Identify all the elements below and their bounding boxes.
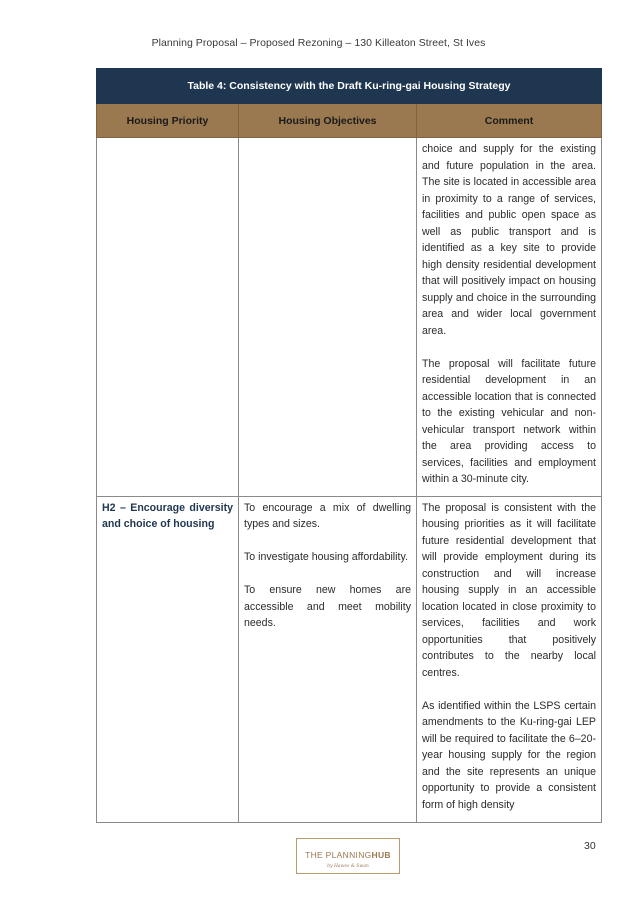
column-header-housing-priority: Housing Priority [97,104,239,138]
comment-cell [417,496,602,822]
housing-priority-cell: H2 – Encourage diversity and choice of housing [97,496,239,822]
housing-priority-cell [97,138,239,497]
column-header-comment: Comment [417,104,602,138]
logo-text-bold: HUB [371,850,391,860]
planning-hub-logo [296,838,400,874]
table-title: Table 4: Consistency with the Draft Ku-ring-gai Housing Strategy [97,69,602,104]
logo-text-light: THE PLANNING [305,850,372,860]
table-row [97,496,602,822]
logo-wordmark [296,850,400,860]
page-header: Planning Proposal – Proposed Rezoning – 130 Killeaton Street, St Ives [151,37,486,49]
comment-paragraph: The proposal will facilitate future residential development in an accessible location that is connected to the existing vehicular and non-vehicular transport network within the area providing access to services, facilities and employment within a 30-minute city. [422,357,596,485]
comment-paragraph: As identified within the LSPS certain amendments to the Ku-ring-gai LEP will be required to facilitate the 6–20-year housing supply for the region and the site represents an unique opportunity to provide a consistent form of high density [422,699,596,811]
comment-cell [417,138,602,497]
consistency-table [96,68,602,823]
page-number: 30 [584,840,596,852]
logo-tagline: by Hawes & Swan [327,864,369,869]
objective-paragraph: To ensure new homes are accessible and meet mobility needs. [244,584,411,629]
objective-paragraph: To investigate housing affordability. [244,551,408,563]
table-row [97,138,602,497]
comment-paragraph: The proposal is consistent with the housing priorities as it will facilitate future residential development that will provide employment during its construction and will increase housing supply in an accessible location located in close proximity to services, facilities and work opportunities that positively contributes to the nearby local centres. [422,501,596,679]
column-header-housing-objectives: Housing Objectives [239,104,417,138]
objective-paragraph: To encourage a mix of dwelling types and sizes. [244,501,411,530]
housing-objectives-cell [239,138,417,497]
comment-paragraph: choice and supply for the existing and future population in the area. The site is located in accessible area in proximity to a range of services, facilities and public open space as well as public transport and is identified as a key site to provide high density residential development that will positively impact on housing supply and choice in the surrounding area and wider local government area. [422,143,596,337]
housing-objectives-cell [239,496,417,822]
